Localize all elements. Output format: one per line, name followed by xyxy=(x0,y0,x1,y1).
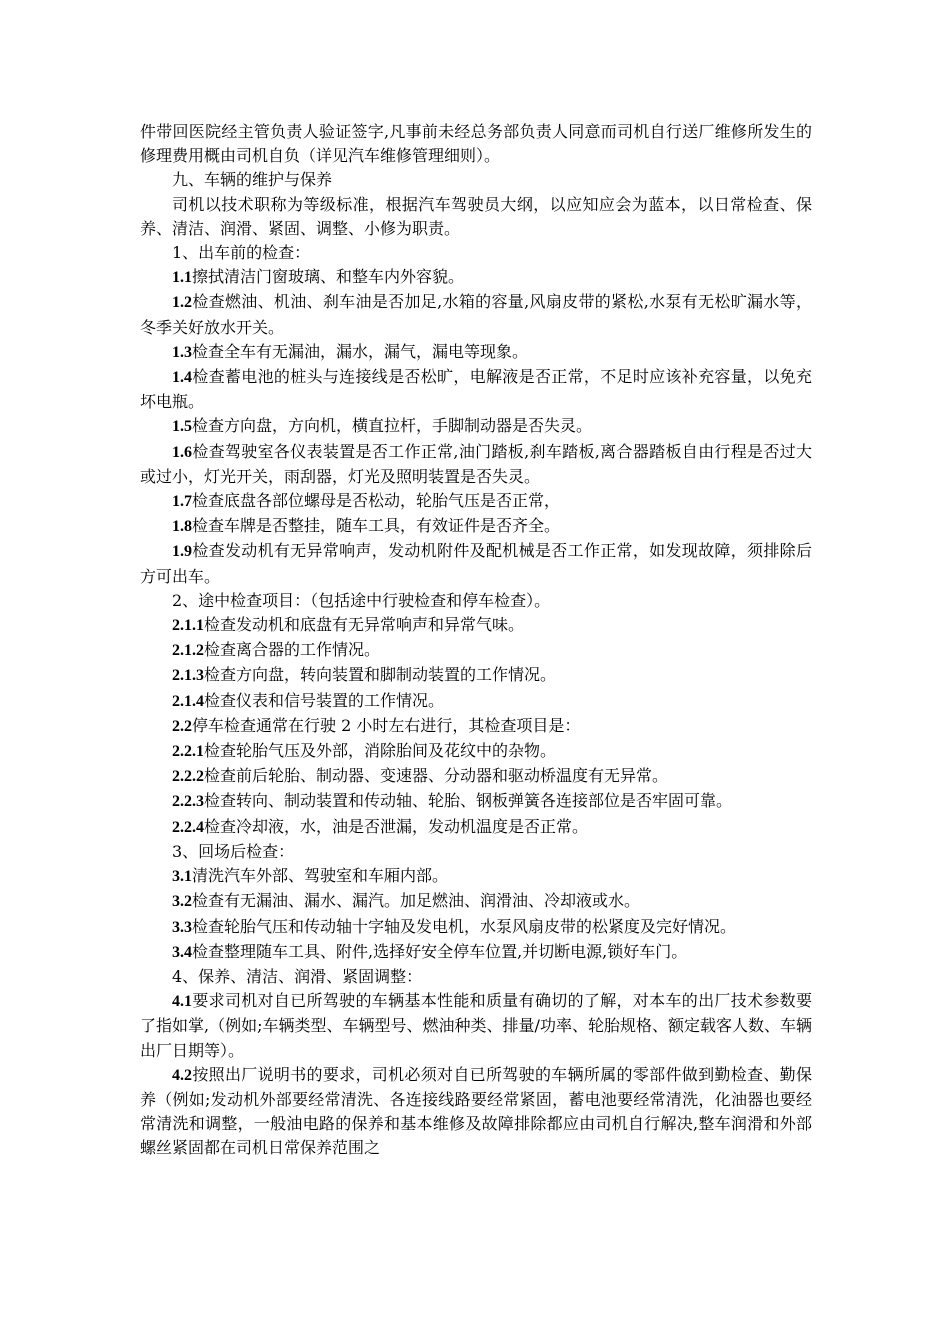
paragraph xyxy=(140,365,812,414)
paragraph xyxy=(140,864,812,889)
section-number: 2.1.3 xyxy=(172,667,204,685)
paragraph xyxy=(140,965,812,989)
paragraph-text: 检查发动机有无异常响声，发动机附件及配机械是否工作正常，如发现故障，须排除后方可出车。 xyxy=(140,541,812,586)
paragraph xyxy=(140,589,812,613)
paragraph xyxy=(140,265,812,290)
section-number: 1.7 xyxy=(172,493,192,511)
section-number: 1.8 xyxy=(172,518,192,536)
paragraph-text: 件带回医院经主管负责人验证签字,凡事前未经总务部负责人同意而司机自行送厂维修所发生的修理费用概由司机自负（详见汽车维修管理细则）。 xyxy=(140,122,812,166)
paragraph xyxy=(140,514,812,539)
paragraph xyxy=(140,489,812,514)
paragraph xyxy=(140,739,812,764)
paragraph xyxy=(140,193,812,241)
paragraph xyxy=(140,989,812,1063)
paragraph xyxy=(140,241,812,265)
section-number: 1.1 xyxy=(172,269,192,287)
section-number: 4.2 xyxy=(172,1066,192,1084)
paragraph-text: 停车检查通常在行驶 2 小时左右进行，其检查项目是： xyxy=(192,715,581,735)
paragraph-text: 检查冷却液，水，油是否泄漏，发动机温度是否正常。 xyxy=(204,816,589,836)
section-number: 3.1 xyxy=(172,868,192,886)
paragraph-text: 2、途中检查项目：（包括途中行驶检查和停车检查）。 xyxy=(172,590,551,610)
paragraph-text: 检查整理随车工具、附件,选择好安全停车位置,并切断电源,锁好车门。 xyxy=(192,941,688,961)
paragraph xyxy=(140,689,812,714)
paragraph xyxy=(140,539,812,588)
section-number: 2.2.3 xyxy=(172,793,204,811)
paragraph-text: 检查有无漏油、漏水、漏汽。加足燃油、润滑油、冷却液或水。 xyxy=(192,891,641,911)
section-number: 1.9 xyxy=(172,543,192,561)
paragraph-text: 1、出车前的检查： xyxy=(172,243,311,263)
paragraph xyxy=(140,915,812,940)
paragraph-text: 检查离合器的工作情况。 xyxy=(204,640,381,660)
section-number: 2.1.1 xyxy=(172,617,204,635)
paragraph xyxy=(140,840,812,864)
section-number: 2.2.4 xyxy=(172,818,204,836)
paragraph xyxy=(140,290,812,339)
paragraph-text: 要求司机对自已所驾驶的车辆基本性能和质量有确切的了解，对本车的出厂技术参数要了指如掌,（例如;车辆类型、车辆型号、燃油种类、排量/功率、轮胎规格、额定载客人数、车辆出厂日期等）。 xyxy=(140,991,812,1060)
section-number: 3.2 xyxy=(172,893,192,911)
paragraph xyxy=(140,1063,812,1161)
paragraph-text: 检查轮胎气压和传动轴十字轴及发电机，水泵风扇皮带的松紧度及完好情况。 xyxy=(192,916,737,936)
section-number: 2.2 xyxy=(172,717,192,735)
section-number: 4.1 xyxy=(172,993,192,1011)
section-number: 2.1.4 xyxy=(172,692,204,710)
paragraph-text: 司机以技术职称为等级标准，根据汽车驾驶员大纲，以应知应会为蓝本，以日常检查、保养、清洁、润滑、紧固、调整、小修为职责。 xyxy=(140,194,812,238)
paragraph-text: 检查发动机和底盘有无异常响声和异常气味。 xyxy=(204,615,525,635)
paragraph xyxy=(140,414,812,439)
section-number: 1.4 xyxy=(172,369,192,387)
paragraph xyxy=(140,340,812,365)
paragraph xyxy=(140,168,812,192)
paragraph-text: 检查方向盘，转向装置和脚制动装置的工作情况。 xyxy=(204,665,557,685)
paragraph xyxy=(140,613,812,638)
paragraph xyxy=(140,940,812,965)
paragraph xyxy=(140,638,812,663)
paragraph-text: 九、车辆的维护与保养 xyxy=(172,170,333,190)
paragraph-text: 检查轮胎气压及外部，消除胎间及花纹中的杂物。 xyxy=(204,741,557,761)
paragraph xyxy=(140,764,812,789)
paragraph-text: 检查燃油、机油、刹车油是否加足,水箱的容量,风扇皮带的紧松,水泵有无松旷漏水等，冬季关好放水开关。 xyxy=(140,292,812,337)
paragraph-text: 检查驾驶室各仪表装置是否工作正常,油门踏板,刹车踏板,离合器踏板自由行程是否过大或过小，灯光开关，雨刮器，灯光及照明装置是否失灵。 xyxy=(140,441,812,486)
section-number: 2.1.2 xyxy=(172,642,204,660)
paragraph xyxy=(140,663,812,688)
paragraph-text: 擦拭清洁门窗玻璃、和整车内外容貌。 xyxy=(192,267,465,287)
section-number: 3.3 xyxy=(172,918,192,936)
paragraph xyxy=(140,815,812,840)
section-number: 1.2 xyxy=(172,294,192,312)
paragraph-text: 清洗汽车外部、驾驶室和车厢内部。 xyxy=(192,866,449,886)
paragraph-text: 检查车牌是否整挂，随车工具，有效证件是否齐全。 xyxy=(192,516,561,536)
paragraph-text: 4、保养、清洁、润滑、紧固调整： xyxy=(172,966,423,986)
section-number: 2.2.2 xyxy=(172,768,204,786)
paragraph-text: 检查前后轮胎、制动器、变速器、分动器和驱动桥温度有无异常。 xyxy=(204,766,669,786)
paragraph-text: 检查转向、制动装置和传动轴、轮胎、钢板弹簧各连接部位是否牢固可靠。 xyxy=(204,791,733,811)
paragraph-text: 检查仪表和信号装置的工作情况。 xyxy=(204,690,445,710)
document-page xyxy=(140,120,812,1161)
paragraph xyxy=(140,789,812,814)
paragraph-text: 检查全车有无漏油，漏水，漏气，漏电等现象。 xyxy=(192,341,529,361)
paragraph-text: 检查底盘各部位螺母是否松动，轮胎气压是否正常， xyxy=(192,491,561,511)
section-number: 3.4 xyxy=(172,943,192,961)
paragraph-text: 3、回场后检查： xyxy=(172,841,295,861)
section-number: 1.6 xyxy=(172,443,192,461)
paragraph-text: 按照出厂说明书的要求，司机必须对自已所驾驶的车辆所属的零部件做到勤检查、勤保养（例如;发动机外部要经常清洗、各连接线路要经常紧固，蓄电池要经常清洗，化油器也要经常清洗和调整，一般油电路的保养和基本维修及故障排除都应由司机自行解决,整车润滑和外部螺丝紧固都在司机日常保养范围之 xyxy=(140,1064,812,1158)
paragraph xyxy=(140,120,812,168)
paragraph-text: 检查蓄电池的桩头与连接线是否松旷，电解液是否正常，不足时应该补充容量，以免充坏电瓶。 xyxy=(140,367,812,412)
section-number: 1.5 xyxy=(172,418,192,436)
paragraph xyxy=(140,889,812,914)
paragraph xyxy=(140,440,812,489)
section-number: 2.2.1 xyxy=(172,743,204,761)
section-number: 1.3 xyxy=(172,343,192,361)
paragraph xyxy=(140,714,812,739)
paragraph-text: 检查方向盘，方向机，横直拉杆，手脚制动器是否失灵。 xyxy=(192,416,593,436)
